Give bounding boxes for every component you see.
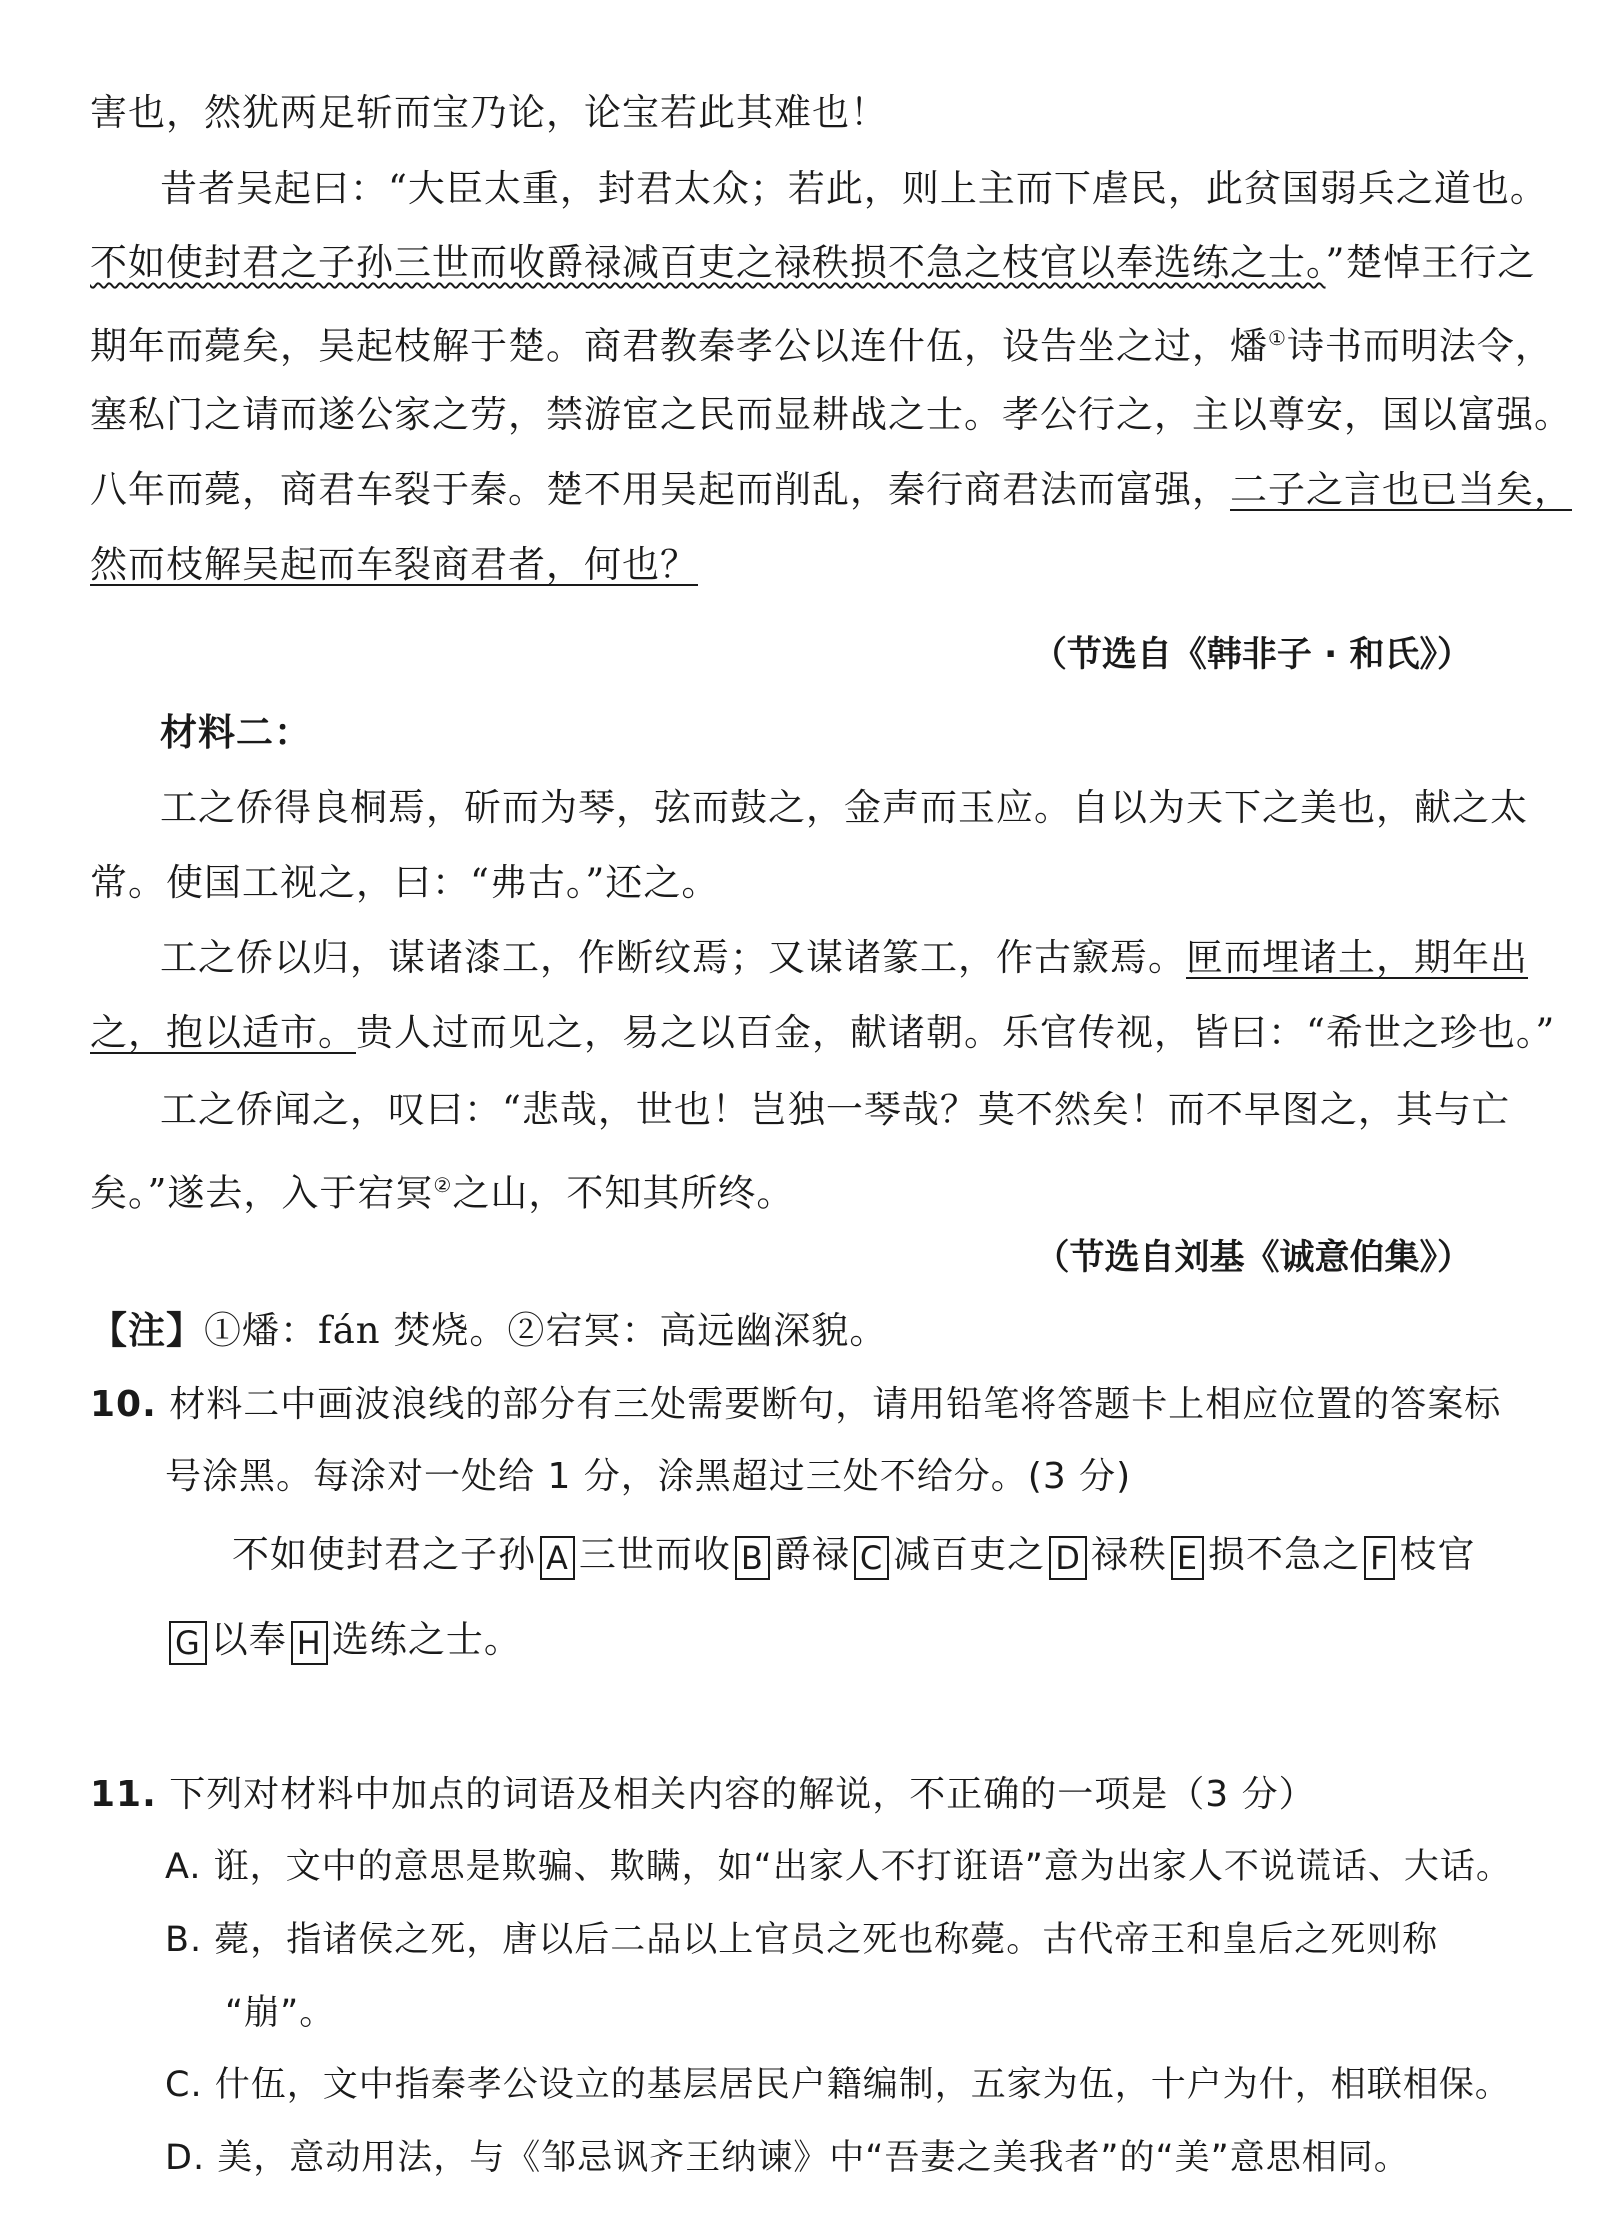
underlined-sentence: 二子之言也已当矣， (1230, 468, 1572, 511)
footnote-marker: ② (433, 1173, 453, 1197)
underlined-sentence: 然而枝解吴起而车裂商君者，何也？ (90, 543, 698, 586)
source-citation: （节选自《韩非子 · 和氏》） (1031, 635, 1472, 675)
option-B[interactable]: B. 薨，指诸侯之死，唐以后二品以上官员之死也称薨。古代帝王和皇后之死则称 (165, 1920, 1439, 1960)
annotation-note: 【注】①燔：fán 焚烧。②宕冥：高远幽深貌。 (90, 1309, 888, 1352)
passage-line: 工之侨以归，谋诸漆工，作断纹焉；又谋诸篆工，作古窾焉。匣而埋诸土，期年出 (160, 936, 1528, 979)
underlined-sentence: 匣而埋诸土，期年出 (1186, 936, 1528, 979)
underlined-sentence: 之，抱以适市。 (90, 1011, 356, 1054)
passage-line-wavy: 不如使封君之子孙三世而收爵禄减百吏之禄秩损不急之枝官以奉选练之士。”楚悼王行之 (90, 241, 1536, 284)
sentence-break-row: 不如使封君之子孙 A 三世而收 B 爵禄 C 减百吏之 D 禄秩 E 损不急之 F 枝官 (232, 1525, 1612, 1585)
sentence-break-row: G 以奉 H 选练之士。 (165, 1610, 1545, 1670)
passage-line: 之，抱以适市。贵人过而见之，易之以百金，献诸朝。乐官传视，皆曰：“希世之珍也。” (90, 1011, 1556, 1054)
material-heading: 材料二： (160, 711, 312, 754)
passage-line: 害也，然犹两足斩而宝乃论，论宝若此其难也！ (90, 91, 888, 134)
option-C[interactable]: C. 什伍，文中指秦孝公设立的基层居民户籍编制，五家为伍，十户为什，相联相保。 (165, 2065, 1511, 2105)
question-10-line: 10. 材料二中画波浪线的部分有三处需要断句，请用铅笔将答题卡上相应位置的答案标 (90, 1384, 1502, 1425)
break-option-C[interactable]: C (854, 1536, 889, 1580)
break-option-G[interactable]: G (169, 1621, 207, 1665)
question-number: 11. (90, 1774, 157, 1815)
question-10-line: 号涂黑。每涂对一处给 1 分，涂黑超过三处不给分。(3 分) (165, 1456, 1132, 1497)
question-11-stem: 11. 下列对材料中加点的词语及相关内容的解说，不正确的一项是（3 分） (90, 1774, 1316, 1815)
note-label: 【注】 (90, 1309, 204, 1352)
option-A[interactable]: A. 诳，文中的意思是欺骗、欺瞒，如“出家人不打诳语”意为出家人不说谎话、大话。 (165, 1847, 1512, 1887)
option-B-continued: “崩”。 (225, 1993, 336, 2033)
footnote-marker: ① (1268, 326, 1287, 350)
break-option-D[interactable]: D (1049, 1536, 1087, 1580)
break-option-F[interactable]: F (1364, 1536, 1395, 1580)
source-citation: （节选自刘基《诚意伯集》） (1034, 1238, 1472, 1278)
passage-line: 矣。”遂去，入于宕冥②之山，不知其所终。 (90, 1171, 795, 1215)
passage-line: 期年而薨矣，吴起枝解于楚。商君教秦孝公以连什伍，设告坐之过，燔①诗书而明法令， (90, 324, 1553, 368)
option-D[interactable]: D. 美，意动用法，与《邹忌讽齐王纳谏》中“吾妻之美我者”的“美”意思相同。 (165, 2138, 1410, 2178)
passage-line: 工之侨闻之，叹曰：“悲哉，世也！岂独一琴哉？莫不然矣！而不早图之，其与亡 (160, 1088, 1510, 1131)
break-option-B[interactable]: B (735, 1536, 770, 1580)
question-number: 10. (90, 1384, 157, 1425)
passage-line (90, 540, 1470, 590)
passage-line: 八年而薨，商君车裂于秦。楚不用吴起而削乱，秦行商君法而富强，二子之言也已当矣， (90, 468, 1572, 511)
passage-line: 工之侨得良桐焉，斫而为琴，弦而鼓之，金声而玉应。自以为天下之美也，献之太 (160, 786, 1528, 829)
break-option-A[interactable]: A (540, 1536, 575, 1580)
break-option-E[interactable]: E (1171, 1536, 1204, 1580)
wavy-underlined-sentence: 不如使封君之子孙三世而收爵禄减百吏之禄秩损不急之枝官以奉选练之士。 (90, 241, 1326, 284)
passage-line: 常。使国工视之，曰：“弗古。”还之。 (90, 861, 720, 904)
passage-line: 昔者吴起曰：“大臣太重，封君太众；若此，则上主而下虐民，此贫国弱兵之道也。 (160, 167, 1548, 210)
break-option-H[interactable]: H (291, 1621, 328, 1665)
passage-line: 塞私门之请而遂公家之劳，禁游宦之民而显耕战之士。孝公行之，主以尊安，国以富强。 (90, 393, 1572, 436)
